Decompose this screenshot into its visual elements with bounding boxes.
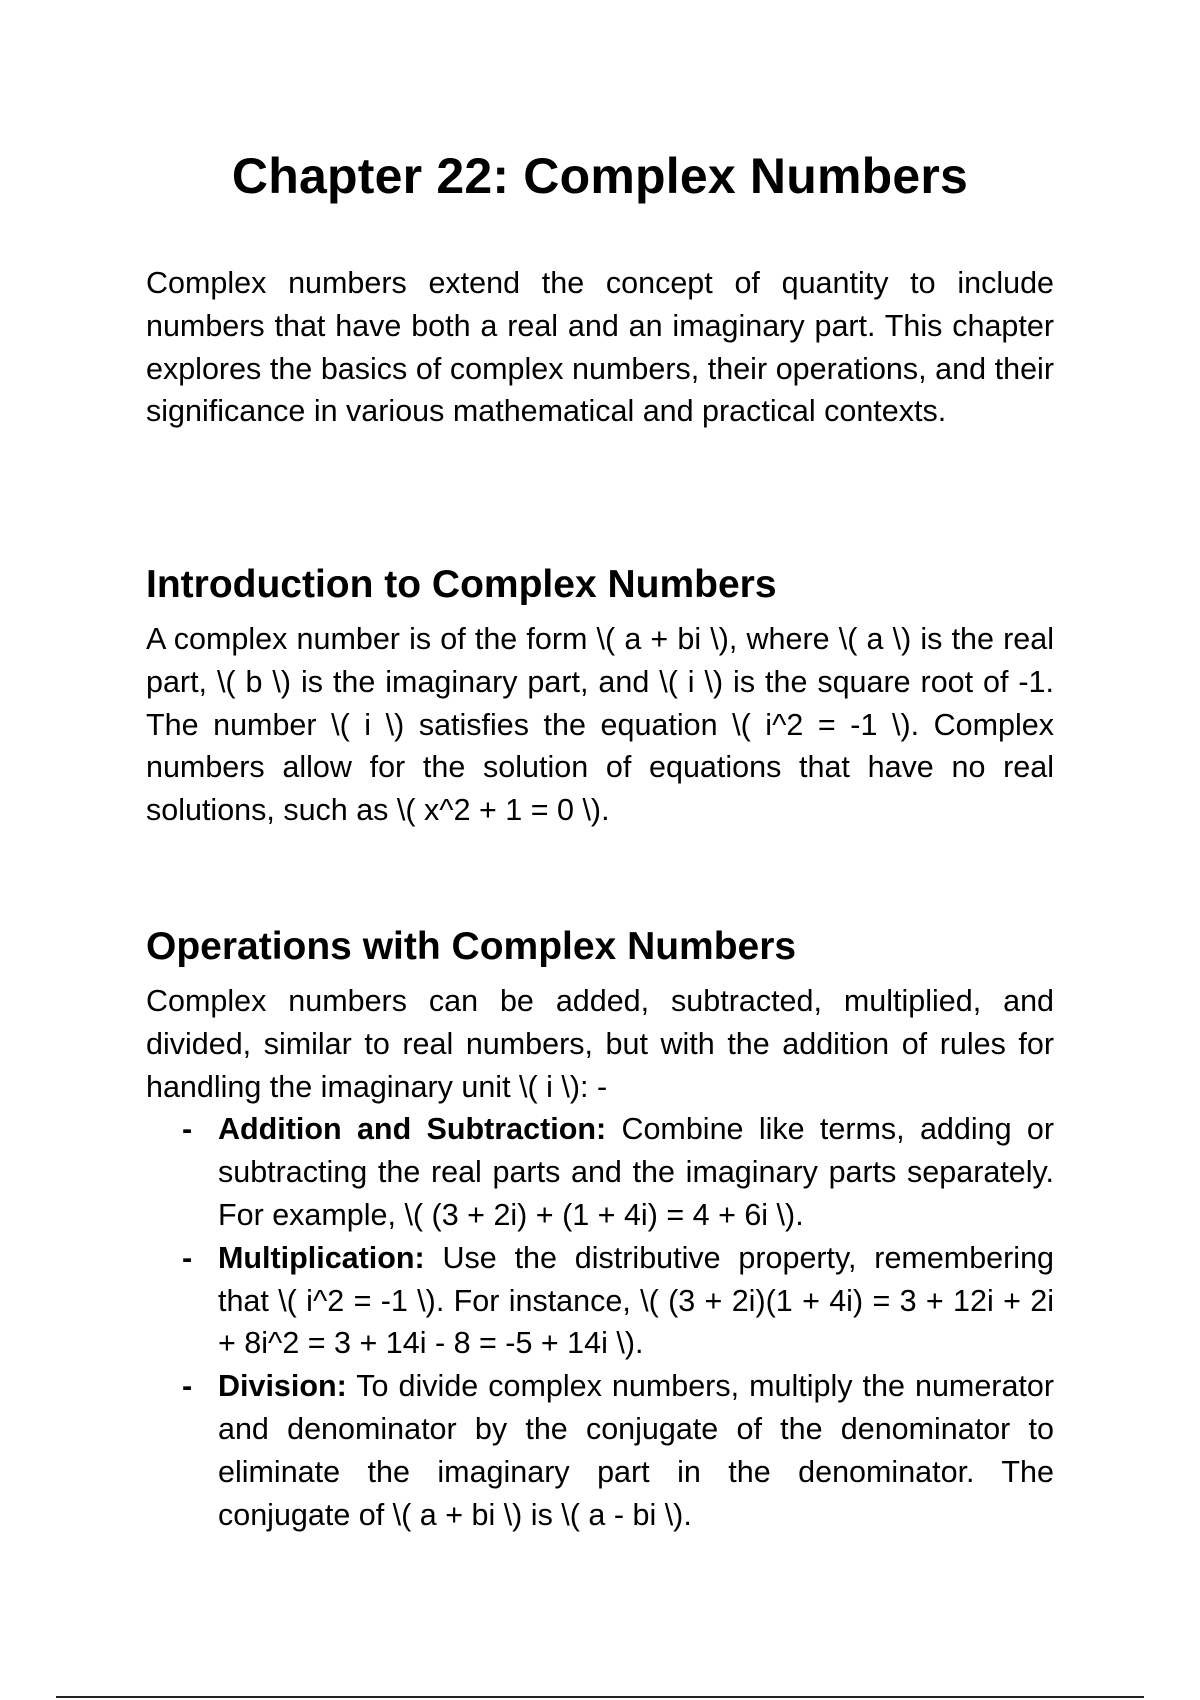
bullet-text: Use the distributive property, remembering that \( i^2 = -1 \). For instance, \( (3 + 2i)(1 + 4i) = 3 + 12i + 2i + 8i^2 = 3 + 14i - 8 = -5 + 14i \). [218,1240,1054,1361]
section-body-operations: Complex numbers can be added, subtracted, multiplied, and divided, similar to real numbers, but with the addition of rules for handling the imaginary unit \( i \): - [146,984,1054,1104]
chapter-intro-paragraph: Complex numbers extend the concept of quantity to include numbers that have both a real and an imaginary part. This chapter explores the basics of complex numbers, their operations, and their significance in various mathematical and practical contexts. [146,266,1054,429]
bullet-term: Division: [218,1369,347,1404]
section-introduction [146,560,1054,832]
bullet-text: Combine like terms, adding or subtracting the real parts and the imaginary parts separately. For example, \( (3 + 2i) + (1 + 4i) = 4 + 6i \). [218,1112,1054,1232]
section-operations [146,922,1054,1536]
list-item-addition-subtraction [146,1108,1054,1236]
list-item-multiplication [146,1237,1054,1365]
bullet-dash: - [182,1240,193,1275]
chapter-intro-block [146,262,1054,433]
bullet-dash: - [182,1369,193,1404]
bullet-dash: - [182,1112,193,1147]
section-body-introduction: A complex number is of the form \( a + bi \), where \( a \) is the real part, \( b \) is the imaginary part, and \( i \) is the square root of -1. The number \( i \) satisfies the equation \( i^2 = -1 \). Complex numbers allow for the solution of equations that have no real solutions, such as \( x^2 + 1 = 0 \). [146,622,1054,828]
bullet-term: Multiplication: [218,1240,425,1275]
chapter-title: Chapter 22: Complex Numbers [231,148,969,204]
section-heading-operations: Operations with Complex Numbers [146,925,797,968]
list-item-division [146,1365,1054,1536]
bullet-text: To divide complex numbers, multiply the numerator and denominator by the conjugate of the denominator to eliminate the imaginary part in the denominator. The conjugate of \( a + bi \) is \( a - bi \). [218,1369,1054,1532]
bullet-term: Addition and Subtraction: [218,1112,607,1147]
section-heading-introduction: Introduction to Complex Numbers [146,563,777,606]
operations-list [146,1108,1054,1536]
footer-divider [56,1696,1144,1698]
